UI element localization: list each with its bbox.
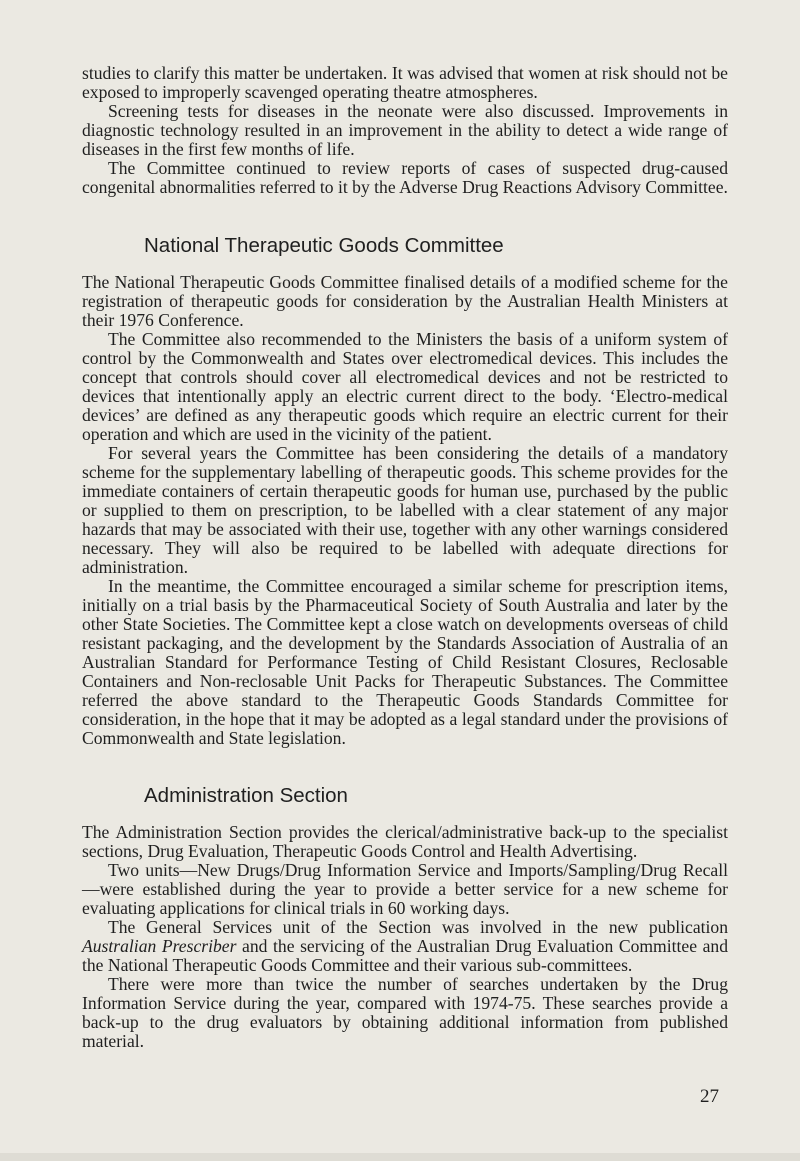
intro-paragraph-2: Screening tests for diseases in the neonate were also discussed. Improvements in diagnostic technology resulted in an improvement in the ability to detect a wide range of diseases in the first few months of life. xyxy=(82,101,728,159)
intro-paragraph-3: The Committee continued to review reports of cases of suspected drug-caused congenital abnormalities referred to it by the Adverse Drug Reactions Advisory Committee. xyxy=(82,158,728,197)
admin-paragraph-4: There were more than twice the number of searches undertaken by the Drug Information Service during the year, compared with 1974-75. These searches provide a back-up to the drug evaluators by obtaining additional information from published material. xyxy=(82,974,728,1051)
page-number: 27 xyxy=(700,1086,719,1107)
ntgc-paragraph-3: For several years the Committee has been considering the details of a mandatory scheme for the supplementary labelling of therapeutic goods. This scheme provides for the immediate containers of certain therapeutic goods for human use, purchased by the public or supplied to them on prescription, to be labelled with a clear statement of any major hazards that may be associated with their use, together with any other warnings considered necessary. They will also be required to be labelled with adequate directions for administration. xyxy=(82,443,728,577)
page-bottom-edge xyxy=(0,1153,800,1161)
ntgc-heading: National Therapeutic Goods Committee xyxy=(144,234,504,257)
admin-paragraph-2: Two units—New Drugs/Drug Information Service and Imports/Sampling/Drug Recall—were established during the year to provide a better service for a new scheme for evaluating applications for clinical trials in 60 working days. xyxy=(82,860,728,918)
admin-paragraph-3 xyxy=(82,918,728,975)
intro-paragraph-1: studies to clarify this matter be undertaken. It was advised that women at risk should not be exposed to improperly scavenged operating theatre atmospheres. xyxy=(82,63,728,102)
admin-paragraph-3-end: and the servicing of the Australian Drug Evaluation Committee and the National Therapeutic Goods Committee and their various sub-committees. xyxy=(82,936,728,975)
ntgc-paragraph-4: In the meantime, the Committee encouraged a similar scheme for prescription items, initially on a trial basis by the Pharmaceutical Society of South Australia and later by the other State Societies. The Committee kept a close watch on developments overseas of child resistant packaging, and the development by the Standards Association of Australia of an Australian Standard for Performance Testing of Child Resistant Closures, Reclosable Containers and Non-reclosable Unit Packs for Therapeutic Substances. The Committee referred the above standard to the Therapeutic Goods Standards Committee for consideration, in the hope that it may be adopted as a legal standard under the provisions of Commonwealth and State legislation. xyxy=(82,576,728,748)
publication-title: Australian Prescriber xyxy=(82,936,237,956)
admin-paragraph-3-start: The General Services unit of the Section was involved in the new publication xyxy=(108,917,728,937)
admin-heading: Administration Section xyxy=(144,784,348,807)
ntgc-paragraph-2: The Committee also recommended to the Ministers the basis of a uniform system of control by the Commonwealth and States over electromedical devices. This includes the concept that controls should cover all electromedical devices and not be restricted to devices that intentionally apply an electric current direct to the body. ‘Electro-medical devices’ are defined as any therapeutic goods which require an electric current for their operation and which are used in the vicinity of the patient. xyxy=(82,329,728,444)
ntgc-paragraph-1: The National Therapeutic Goods Committee finalised details of a modified scheme for the registration of therapeutic goods for consideration by the Australian Health Ministers at their 1976 Conference. xyxy=(82,272,728,330)
admin-paragraph-1: The Administration Section provides the clerical/administrative back-up to the specialist sections, Drug Evaluation, Therapeutic Goods Control and Health Advertising. xyxy=(82,822,728,861)
page-body xyxy=(82,64,728,1051)
